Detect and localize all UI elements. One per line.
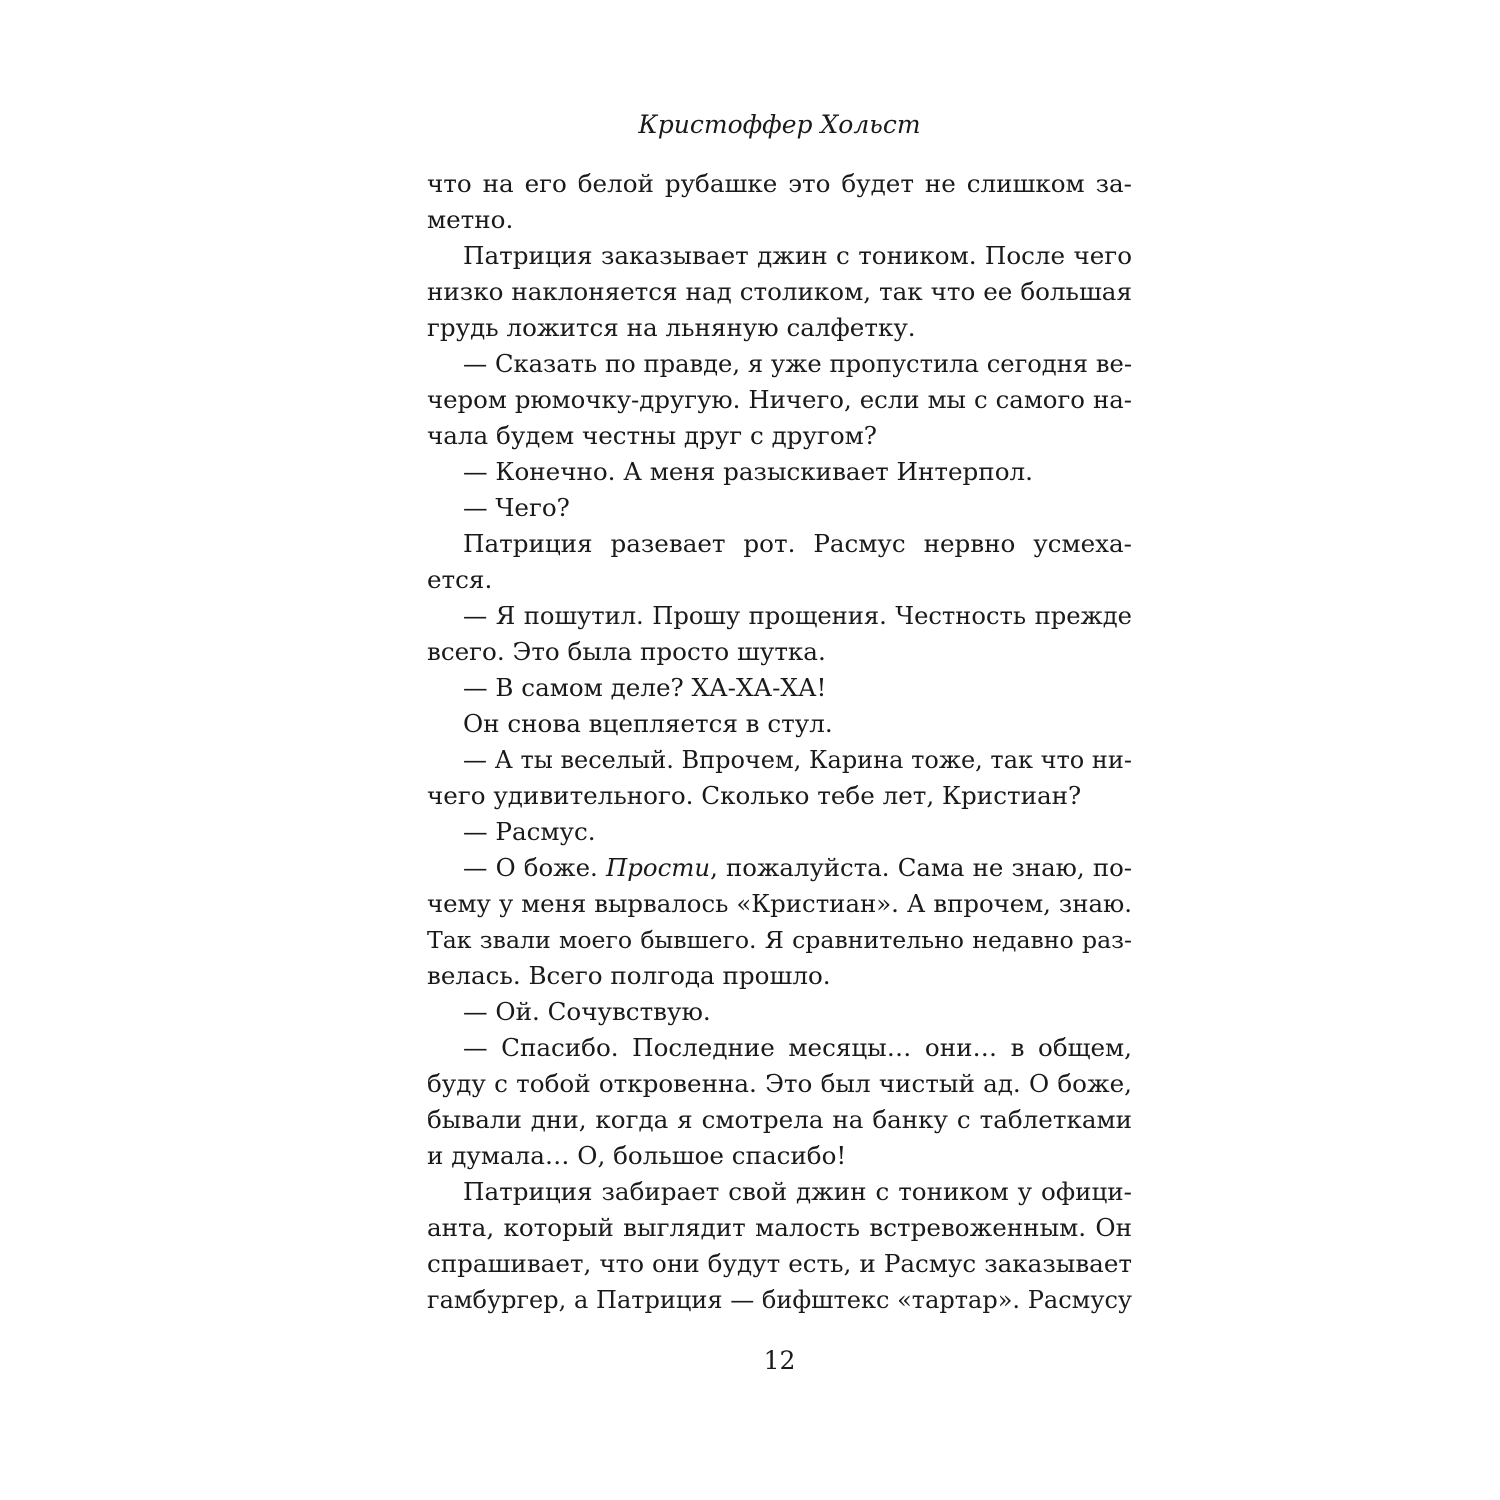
running-head: Кристоффер Хольст [638, 110, 921, 139]
text-line: гамбургер, а Патриция — бифштекс «тартар». Расмусу [427, 1286, 1132, 1314]
text-line: Так звали моего бывшего. Я сравнительно недавно раз- [427, 926, 1132, 954]
text-line: грудь ложится на льняную салфетку. [427, 313, 916, 342]
text-line: Патриция заказывает джин с тоником. После чего [463, 241, 1132, 270]
text-line: буду с тобой откровенна. Это был чистый ад. О боже, [427, 1069, 1132, 1098]
text-line: — А ты веселый. Впрочем, Карина тоже, так что ни- [463, 746, 1132, 774]
body-text [427, 166, 1132, 1318]
text-line: велась. Всего полгода прошло. [427, 961, 831, 990]
text-line: — Ой. Сочувствую. [463, 997, 711, 1026]
text-segment: , пожалуйста. Сама не знаю, по- [710, 853, 1133, 882]
text-line: ется. [427, 565, 493, 594]
text-line: бывали дни, когда я смотрела на банку с таблетками [427, 1105, 1132, 1134]
page-number: 12 [763, 1346, 796, 1375]
text-line: спрашивает, что они будут есть, и Расмус заказывает [427, 1249, 1132, 1278]
text-line: чему у меня вырвалось «Кристиан». А впрочем, знаю. [427, 889, 1132, 918]
italic-emphasis: Прости [606, 853, 711, 882]
text-line: — Спасибо. Последние месяцы… они… в общем, [463, 1033, 1132, 1062]
text-line: что на его белой рубашке это будет не слишком за- [427, 169, 1132, 198]
text-line: чером рюмочку-другую. Ничего, если мы с самого на- [427, 385, 1132, 414]
text-line [427, 850, 1132, 886]
text-line: Патриция разевает рот. Расмус нервно усмеха- [463, 529, 1132, 558]
text-line: всего. Это была просто шутка. [427, 637, 826, 666]
text-line: — Я пошутил. Прошу прощения. Честность прежде [463, 602, 1132, 630]
text-line: чего удивительного. Сколько тебе лет, Кристиан? [427, 781, 1082, 810]
text-line: — Конечно. А меня разыскивает Интерпол. [463, 457, 1033, 486]
text-line: метно. [427, 205, 514, 234]
text-line: чала будем честны друг с другом? [427, 421, 877, 450]
text-line: Патриция забирает свой джин с тоником у офици- [463, 1177, 1132, 1206]
text-line: низко наклоняется над столиком, так что ее большая [427, 277, 1132, 306]
text-segment: — О боже. [463, 853, 606, 882]
text-line: — Чего? [463, 493, 570, 522]
text-line: — Расмус. [463, 817, 596, 846]
text-line: и думала… О, большое спасибо! [427, 1141, 847, 1170]
text-line: — Сказать по правде, я уже пропустила сегодня ве- [463, 350, 1132, 378]
text-line: Он снова вцепляется в стул. [463, 709, 833, 738]
text-line: анта, который выглядит малость встревоженным. Он [427, 1213, 1132, 1242]
text-line: — В самом деле? ХА-ХА-ХА! [463, 673, 827, 702]
